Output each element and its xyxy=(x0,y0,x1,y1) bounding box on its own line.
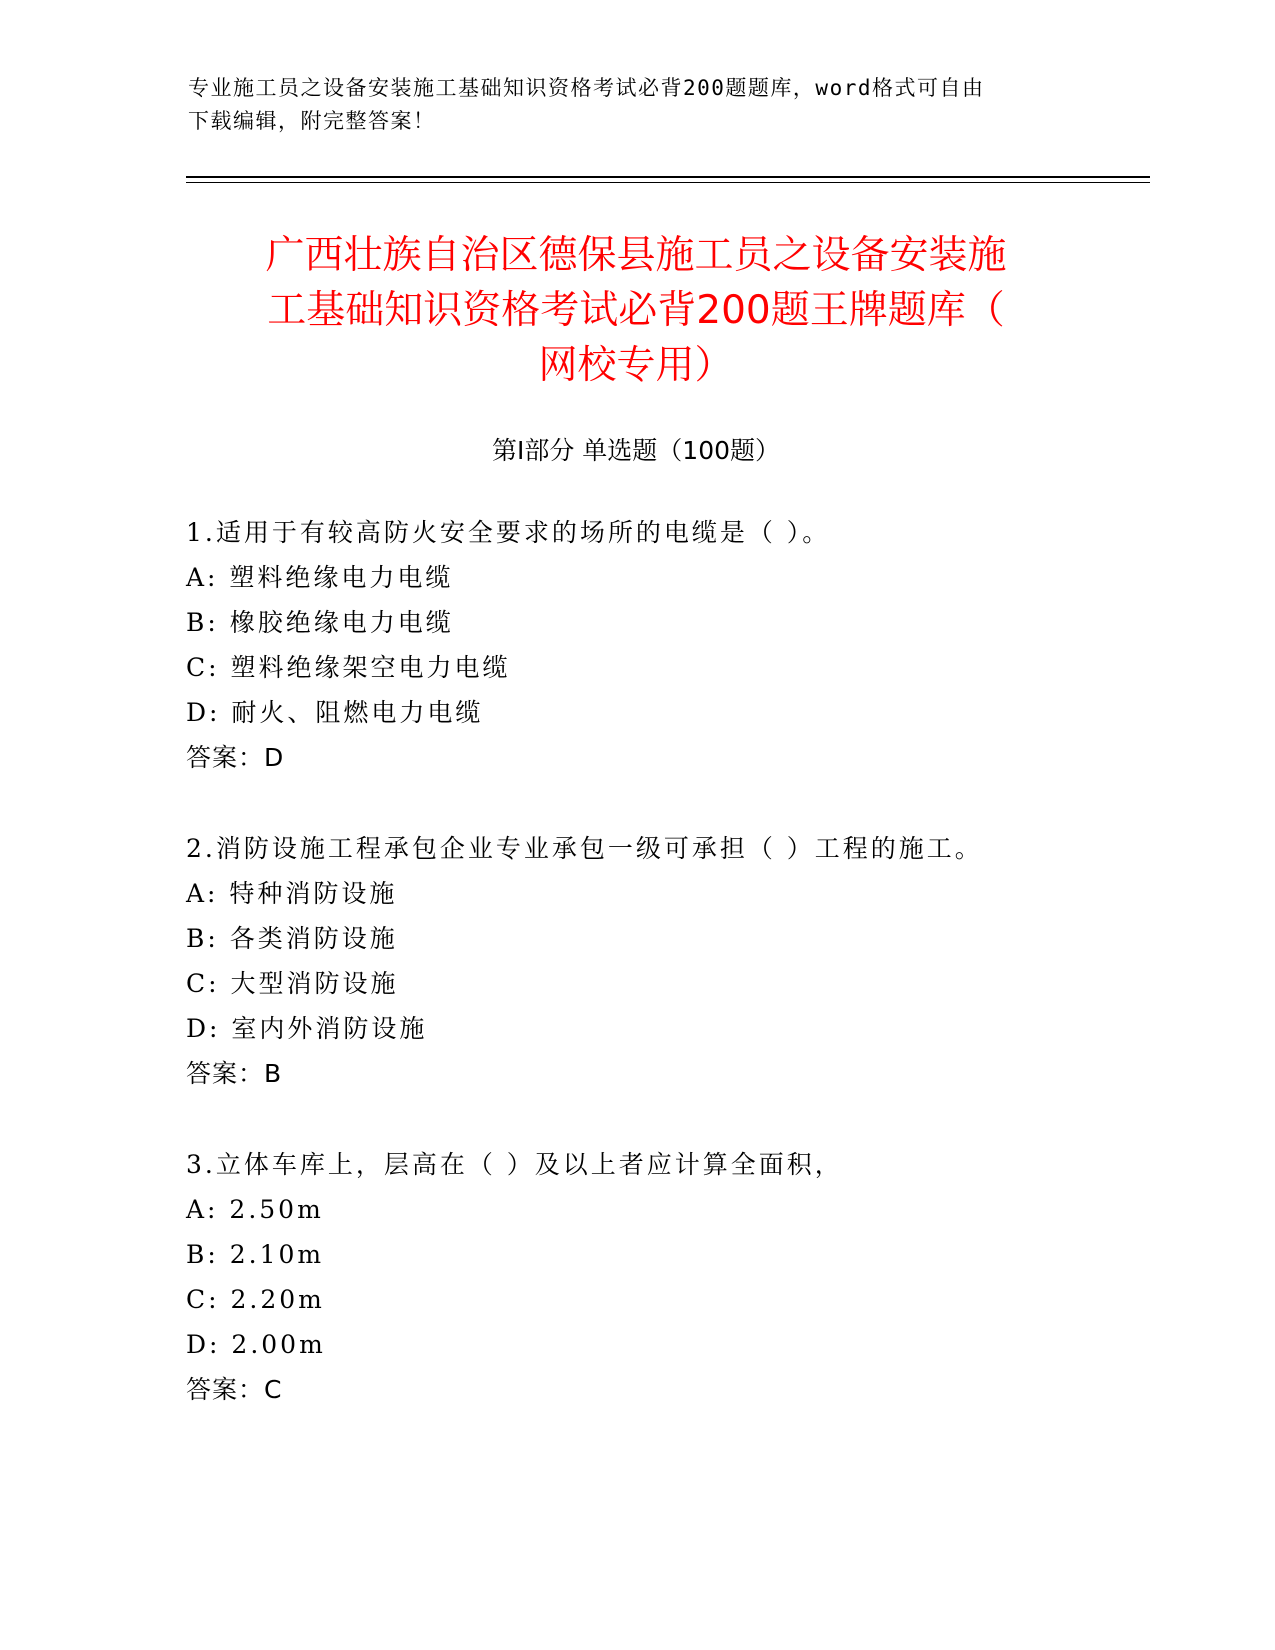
header-note-line-1: 专业施工员之设备安装施工基础知识资格考试必背200题题库，word格式可自由 xyxy=(188,76,985,100)
option-d: D: 2.00m xyxy=(186,1330,326,1359)
option-a: A: 特种消防设施 xyxy=(186,879,398,908)
question-stem: 3.立体车库上，层高在（ ）及以上者应计算全面积， xyxy=(186,1150,843,1179)
header-divider-thin xyxy=(186,182,1150,183)
document-title-line-1: 广西壮族自治区德保县施工员之设备安装施 xyxy=(265,233,1007,278)
document-title-line-2: 工基础知识资格考试必背200题王牌题库（ xyxy=(267,288,1005,333)
option-c: C: 塑料绝缘架空电力电缆 xyxy=(186,653,511,682)
section-heading: 第I部分 单选题（100题） xyxy=(491,436,781,465)
option-c: C: 大型消防设施 xyxy=(186,969,399,998)
option-a: A: 2.50m xyxy=(186,1195,324,1224)
option-d: D: 室内外消防设施 xyxy=(186,1014,428,1043)
option-b: B: 2.10m xyxy=(186,1240,325,1269)
question-stem: 2.消防设施工程承包企业专业承包一级可承担（ ）工程的施工。 xyxy=(186,834,983,863)
header-divider-thick xyxy=(186,176,1150,178)
answer: 答案：D xyxy=(186,743,285,772)
header-note xyxy=(188,72,1088,138)
answer: 答案：C xyxy=(186,1375,283,1404)
option-d: D: 耐火、阻燃电力电缆 xyxy=(186,698,484,727)
header-note-line-2: 下载编辑，附完整答案！ xyxy=(188,109,436,133)
document-title-line-3: 网校专用） xyxy=(538,343,734,388)
option-b: B: 各类消防设施 xyxy=(186,924,398,953)
option-a: A: 塑料绝缘电力电缆 xyxy=(186,563,454,592)
option-c: C: 2.20m xyxy=(186,1285,325,1314)
question-3 xyxy=(186,1142,1116,1412)
question-stem: 1.适用于有较高防火安全要求的场所的电缆是（ ）。 xyxy=(186,518,831,547)
document-title xyxy=(186,228,1086,393)
answer: 答案：B xyxy=(186,1059,283,1088)
question-2 xyxy=(186,826,1116,1096)
option-b: B: 橡胶绝缘电力电缆 xyxy=(186,608,454,637)
question-1 xyxy=(186,510,1116,780)
